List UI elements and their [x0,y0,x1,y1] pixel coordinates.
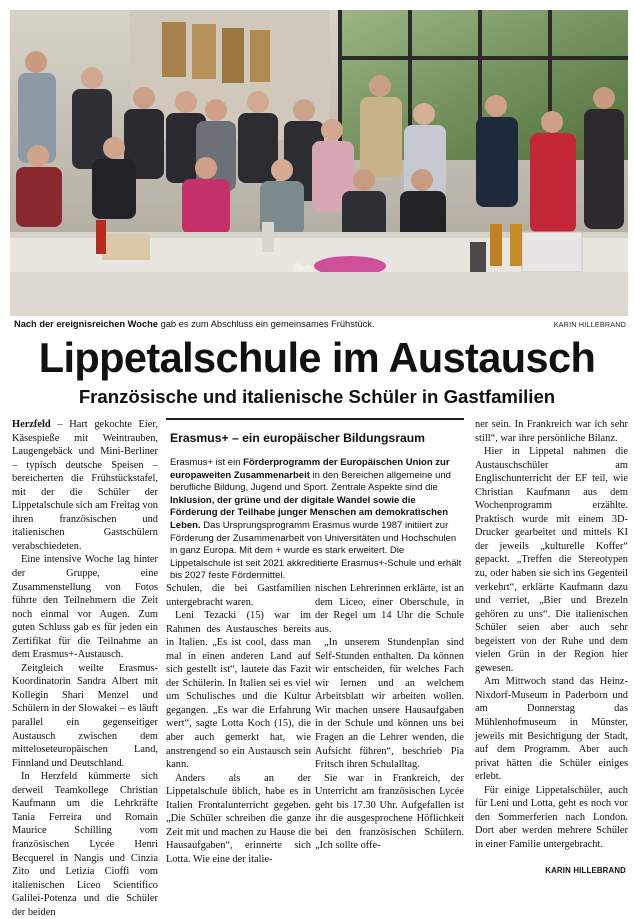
info-bold: Förderprogramm der Europäischen Union zur europaweiten Zusammenarbeit [170,457,450,481]
article-column-3 [315,582,464,853]
info-box-title: Erasmus+ – ein europäischer Bildungsraum [170,431,426,445]
paragraph: Eine intensive Woche lag hinter der Gruppe, eine Zusammenstellung von Fotos führte den Teilnehmern die Zeit noch einmal vor Augen. Zum guten Schluss gab es für jeden ein Zertifikat für die Teilnahme an dem Erasmus+-Austausch. [12,554,158,661]
group-photo [10,10,628,316]
photo-caption [14,318,626,330]
article-column-2 [166,582,311,866]
paragraph-text: – Hart gekochte Eier, Käsespieße mit Weintrauben, Laugengebäck und Mini-Berliner – typisch deutsche Speisen – bereicherten die Frühstückstafel, mit der die Schüler der Lippetalschule sich am Freitag von ihren französischen und italienischen Gastschülern verabschiedeten. [12,419,159,552]
paragraph: nischen Lehrerinnen erklärte, ist an dem Liceo, einer Oberschule, in der Regel um 14 Uhr die Schule aus. [315,583,464,635]
info-box-rule [166,418,464,420]
author-credit: KARIN HILLEBRAND [545,866,626,875]
article-column-1 [12,418,158,919]
paragraph: Hier in Lippetal nahmen die Austauschschüler am Englischunterricht der EF teil, wie Christian Kaufmann aus dem Wochenprogramm erzählte. Praktisch wurde mit einem 3D-Drucker gearbeitet und mittels KI der jeweils „kulturelle Koffer“ gepackt. „Treffen die Stereotypen zu, oder haben sie sich ins Gegenteil verkehrt“, erklärte Kaufmann dazu und verriet, „Bier und Brezeln gehören zu uns“. Die italienischen Schüler seien aber auch sehr begeistert von der Ruhe und dem vielen Grün in der Region hier gewesen. [475,446,628,674]
paragraph: Sie war in Frankreich, der Unterricht am französischen Lycée geht bis 17.30 Uhr. Aufgefallen ist ihr die ausgesprochene Höflichkeit bei den französischen Schülern. „Ich sollte offe- [315,772,464,852]
info-text: in den Bereichen allgemeine und berufliche Bildung, Jugend und Sport. Zentrale Aspekte sind die [170,469,451,494]
paragraph [12,418,158,553]
headline: Lippetalschule im Austausch [38,334,596,381]
paragraph: „In unserem Stundenplan sind Self-Stunden enthalten. Da können wir entscheiden, für welches Fach wir lernen und an welchem Arbeitsblatt wir arbeiten wollen. Wir machen unsere Hausaufgaben in der Schule und können uns bei Fragen an die Lehrer wenden, die Aufsicht führen“, beschrieb Pia Fritsch ihren Schulalltag. [315,637,464,771]
photo-credit: KARIN HILLEBRAND [553,320,626,329]
info-text: Das Ursprungsprogramm Erasmus wurde 1987 initiiert zur Förderung der Zusammenarbeit von Universitäten und Hochschulen in ganz Europa. Mit dem + wurde es stark erweitert. Die Lippetalschule ist seit 2021 akkreditierte Erasmus+-Schule und erhält bis 2027 feste Fördermittel. [170,519,462,582]
paragraph: ner sein. In Frankreich war ich sehr still“, war ihre persönliche Bilanz. [475,419,628,444]
paragraph: Am Mittwoch stand das Heinz-Nixdorf-Museum in Paderborn und am Donnerstag das Mühlenhofmuseum in Münster, jeweils mit Besichtigung der Stadt, auf dem Programm. Aber auch privat hätten die Schüler einiges erlebt. [475,676,628,783]
info-text: Erasmus+ ist ein [170,457,244,468]
paragraph: Für einige Lippetalschüler, auch für Leni und Lotta, geht es noch vor den Sommerferien nach London. Dort aber werden mehrere Schüler in einer Familie untergebracht. [475,784,628,850]
article-column-4 [475,418,628,852]
paragraph: Zeitgleich weilte Erasmus-Koordinatorin Sandra Albert mit Kollegin Shari Menzel und Schülern in der Slowakei – es läuft parallel ein gegenseitiger Austausch zwischen dem mitteloseteuropäischen Land, Finnland und Deutschland. [12,662,158,769]
paragraph: Anders als an der Lippetalschule üblich, habe es in Italien Frontalunterricht gegeben. „Die Schüler schreiben die ganze Zeit mit und machen zu Hause die Hausaufgaben“, erinnerte sich Lotta. Wie eine der italie- [166,772,311,865]
subheadline: Französische und italienische Schüler in Gastfamilien [78,386,556,407]
info-bold: Inklusion, der grüne und der digitale Wandel sowie die Förderung der Teilhabe junger Menschen am demokratischen Leben. [170,494,449,531]
info-box [166,418,464,582]
caption-text: gab es zum Abschluss ein gemeinsames Frühstück. [157,319,375,329]
dateline: Herzfeld [12,419,51,430]
info-box-text [170,457,462,583]
paragraph: Schulen, die bei Gastfamilien untergebracht waren. [166,583,311,608]
paragraph: In Herzfeld kümmerte sich derweil Teamkollege Christian Kaufmann um die Lehrkräfte Tania Ferreira und Romain Maurice Schilling vom französischen Lycée Henri Becquerel in Nangis und Cinzia Zito und Letizia Cioffi vom italienischen Liceo Scientifico Galilei-Potenza und die Schüler der beiden [12,771,158,918]
group-photo-image [10,10,628,316]
paragraph: Leni Tezacki (15) war im Rahmen des Austausches bereits in Italien. „Es ist cool, dass man mal in einen anderen Land auf sich gestellt ist“, lautete das Fazit der Schülerin. In Italien sei es viel um Schulisches und die Kultur gegangen. „Es war die Erfahrung wert“, sagte Lotta Koch (15), die aber auch gemerkt hat, wie anstrengend so ein Austausch sein kann. [166,610,311,771]
caption-lead: Nach der ereignisreichen Woche [14,319,158,329]
